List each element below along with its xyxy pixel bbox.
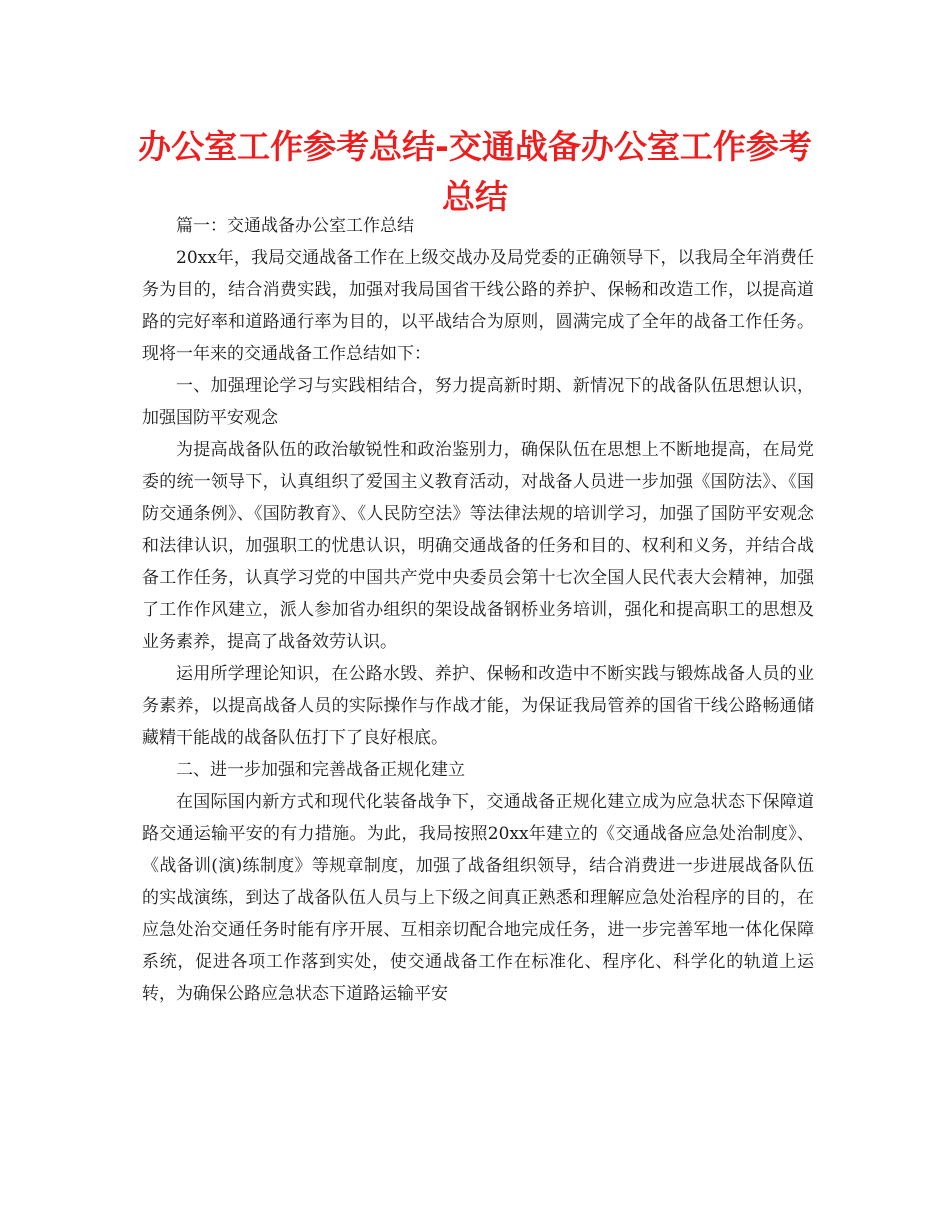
document-body — [142, 210, 814, 1010]
section-heading: 二、进一步加强和完善战备正规化建立 — [176, 760, 465, 780]
document-title: 办公室工作参考总结-交通战备办公室工作参考总结 — [138, 127, 812, 216]
body-paragraph: 为提高战备队伍的政治敏锐性和政治鉴别力，确保队伍在思想上不断地提高，在局党委的统一领导下，认真组织了爱国主义教育活动，对战备人员进一步加强《国防法》、《国防交通条例》、《国防教育》、《人民防空法》等法律法规的培训学习，加强了国防平安观念和法律认识，加强职工的忧患认识，明确交通战备的任务和目的、权利和义务，并结合战备工作任务，认真学习党的中国共产党中央委员会第十七次全国人民代表大会精神，加强了工作作风建立，派人参加省办组织的架设战备钢桥业务培训，强化和提高职工的思想及业务素养，提高了战备效劳认识。 — [142, 440, 814, 652]
body-paragraph: 20xx年，我局交通战备工作在上级交战办及局党委的正确领导下，以我局全年消费任务为目的，结合消费实践，加强对我局国省干线公路的养护、保畅和改造工作，以提高道路的完好率和道路通行率为目的，以平战结合为原则，圆满完成了全年的战备工作任务。现将一年来的交通战备工作总结如下： — [142, 248, 814, 364]
section-heading: 篇一：交通战备办公室工作总结 — [176, 216, 414, 236]
body-paragraph: 运用所学理论知识，在公路水毁、养护、保畅和改造中不断实践与锻炼战备人员的业务素养，以提高战备人员的实际操作与作战才能，为保证我局管养的国省干线公路畅通储藏精干能战的战备队伍打下了良好根底。 — [142, 664, 814, 748]
section-heading: 一、加强理论学习与实践相结合，努力提高新时期、新情况下的战备队伍思想认识，加强国防平安观念 — [142, 376, 814, 428]
body-paragraph: 在国际国内新方式和现代化装备战争下，交通战备正规化建立成为应急状态下保障道路交通运输平安的有力措施。为此，我局按照20xx年建立的《交通战备应急处治制度》、《战备训(演)练制度》等规章制度，加强了战备组织领导，结合消费进一步进展战备队伍的实战演练，到达了战备队伍人员与上下级之间真正熟悉和理解应急处治程序的目的，在应急处治交通任务时能有序开展、互相亲切配合地完成任务，进一步完善军地一体化保障系统，促进各项工作落到实处，使交通战备工作在标准化、程序化、科学化的轨道上运转，为确保公路应急状态下道路运输平安 — [142, 792, 814, 1004]
